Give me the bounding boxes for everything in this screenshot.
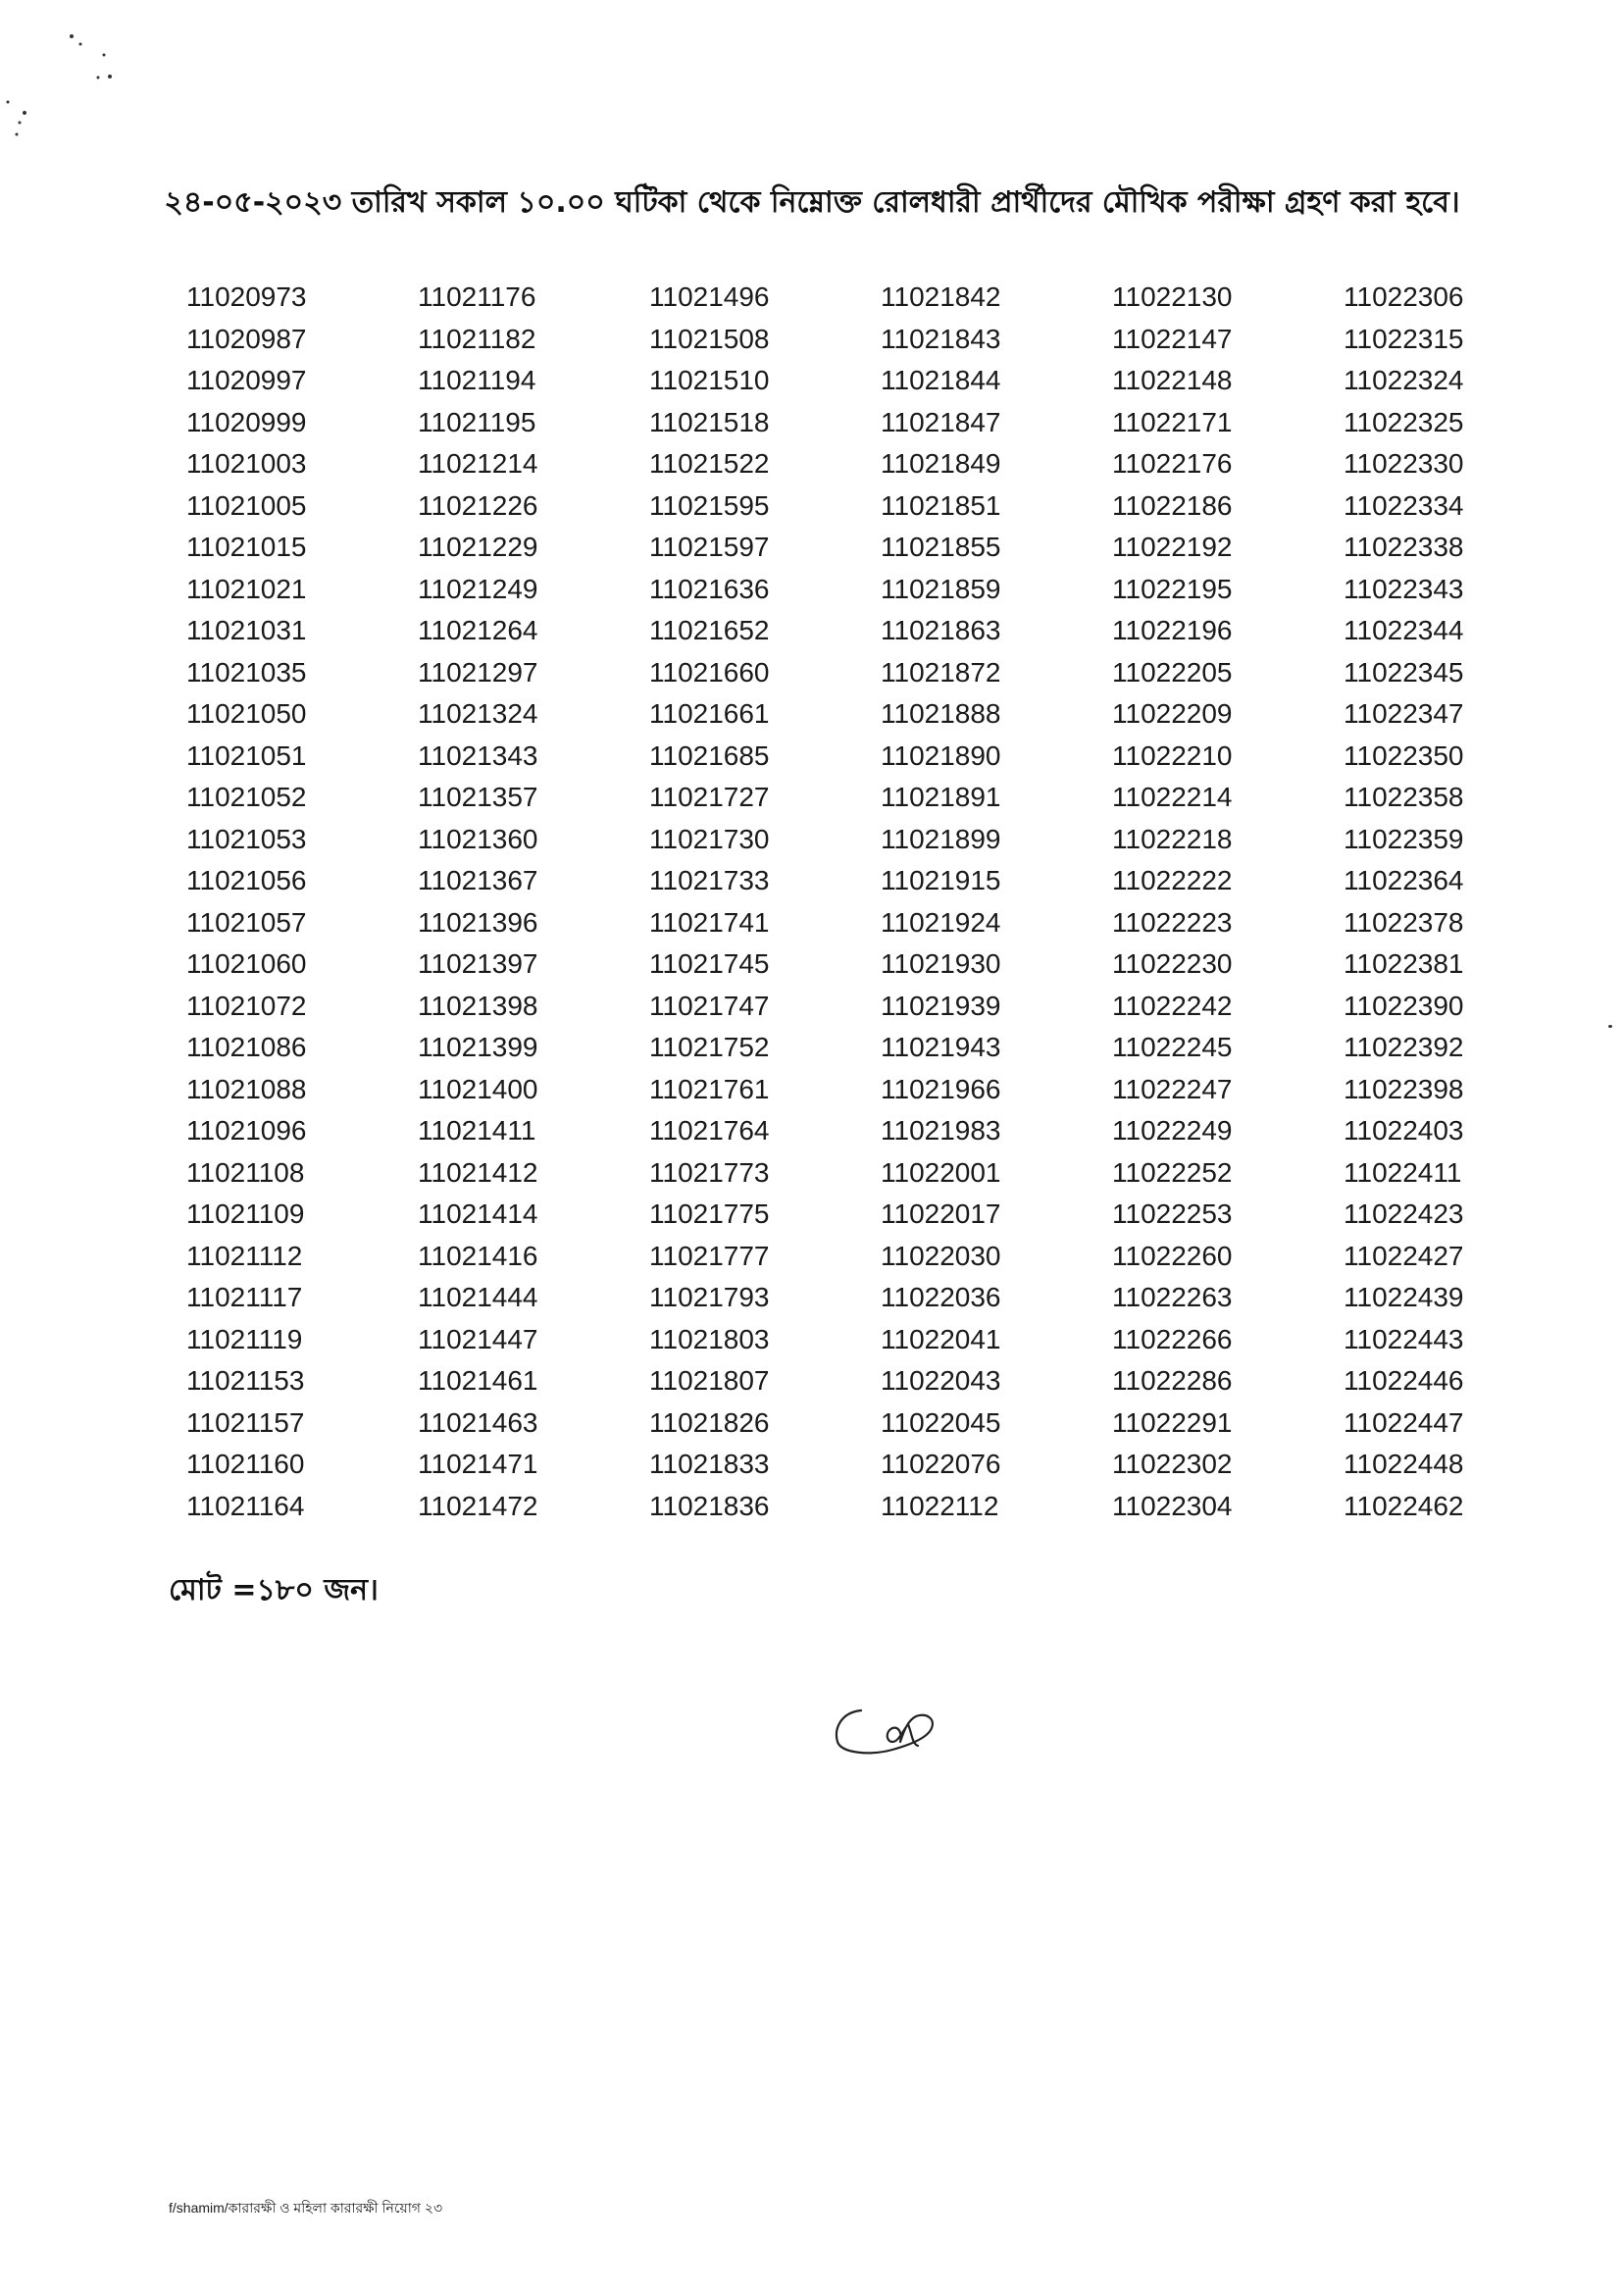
- roll-number: 11021412: [418, 1156, 538, 1188]
- roll-number: 11021461: [418, 1365, 538, 1396]
- roll-number: 11022403: [1344, 1115, 1464, 1146]
- roll-number: 11021472: [418, 1490, 538, 1521]
- roll-number: 11021164: [186, 1490, 305, 1521]
- roll-number: 11021226: [418, 489, 538, 521]
- roll-number: 11022210: [1112, 739, 1233, 771]
- scan-specks: [0, 0, 137, 147]
- roll-number: 11021471: [418, 1449, 538, 1479]
- roll-number: 11021508: [649, 323, 770, 354]
- roll-number: 11021003: [186, 448, 307, 479]
- roll-number: 11022330: [1344, 448, 1464, 479]
- roll-number: 11021652: [649, 615, 770, 645]
- roll-number: 11021112: [186, 1240, 303, 1271]
- roll-number: 11022343: [1344, 573, 1464, 604]
- roll-number: 11021031: [186, 615, 307, 645]
- roll-number: 11021730: [649, 823, 770, 854]
- roll-number: 11021924: [881, 906, 1001, 938]
- roll-number: 11021872: [881, 656, 1001, 688]
- roll-number: 11022302: [1112, 1449, 1233, 1479]
- roll-number: 11022218: [1112, 823, 1233, 854]
- roll-number: 11021836: [649, 1490, 770, 1521]
- roll-number: 11022286: [1112, 1365, 1233, 1396]
- roll-number: 11022350: [1344, 739, 1464, 771]
- roll-number: 11021891: [881, 782, 1001, 812]
- roll-number: 11021859: [881, 573, 1001, 604]
- roll-number: 11021411: [418, 1115, 536, 1146]
- roll-number: 11021983: [881, 1115, 1001, 1146]
- roll-number: 11022192: [1112, 532, 1233, 562]
- roll-number: 11021899: [881, 823, 1001, 854]
- roll-number: 11022253: [1112, 1198, 1233, 1229]
- roll-number: 11022176: [1112, 448, 1233, 479]
- roll-number: 11021117: [186, 1282, 303, 1312]
- roll-number: 11022076: [881, 1449, 1001, 1479]
- roll-number: 11021052: [186, 782, 307, 812]
- roll-number: 11021833: [649, 1449, 770, 1479]
- roll-number: 11021847: [881, 406, 1001, 437]
- roll-number: 11022443: [1344, 1323, 1464, 1354]
- roll-number: 11021463: [418, 1406, 538, 1438]
- roll-number: 11021229: [418, 532, 538, 562]
- roll-number: 11021842: [881, 281, 1001, 312]
- roll-number: 11021051: [186, 739, 307, 771]
- roll-number: 11021021: [186, 573, 307, 604]
- roll-number: 11021843: [881, 323, 1001, 354]
- roll-number: 11021414: [418, 1198, 538, 1229]
- roll-number: 11022260: [1112, 1240, 1233, 1271]
- roll-number: 11021109: [186, 1198, 305, 1229]
- roll-number: 11021108: [186, 1156, 305, 1188]
- roll-number: 11022148: [1112, 365, 1233, 395]
- roll-number: 11021851: [881, 489, 1001, 521]
- roll-number: 11021793: [649, 1282, 770, 1312]
- roll-number: 11021752: [649, 1032, 770, 1062]
- roll-number: 11021745: [649, 948, 770, 979]
- roll-number: 11021741: [649, 906, 770, 938]
- roll-number: 11022036: [881, 1282, 1001, 1312]
- roll-number: 11021416: [418, 1240, 538, 1271]
- roll-number: 11021510: [649, 365, 770, 395]
- roll-number: 11021050: [186, 698, 307, 729]
- roll-number: 11021888: [881, 698, 1001, 729]
- roll-number: 11021660: [649, 656, 770, 688]
- roll-number: 11022030: [881, 1240, 1001, 1271]
- roll-number: 11022263: [1112, 1282, 1233, 1312]
- roll-number: 11021863: [881, 615, 1001, 645]
- roll-number: 11021057: [186, 906, 307, 938]
- roll-number: 11021053: [186, 823, 307, 854]
- roll-number: 11021015: [186, 532, 307, 562]
- roll-number: 11021915: [881, 865, 1001, 895]
- roll-number: 11021056: [186, 865, 307, 895]
- roll-number: 11021803: [649, 1323, 770, 1354]
- roll-number: 11022427: [1344, 1240, 1464, 1271]
- roll-number: 11022390: [1344, 990, 1464, 1021]
- roll-number: 11021153: [186, 1365, 305, 1396]
- roll-number: 11021086: [186, 1032, 307, 1062]
- roll-number: 11021176: [418, 281, 536, 312]
- roll-number: 11022247: [1112, 1073, 1233, 1104]
- roll-number: 11022325: [1344, 406, 1464, 437]
- roll-number: 11022345: [1344, 656, 1464, 688]
- roll-number: 11021397: [418, 948, 538, 979]
- roll-number: 11021160: [186, 1449, 305, 1479]
- roll-number: 11021360: [418, 823, 538, 854]
- roll-number: 11021357: [418, 782, 538, 812]
- roll-number: 11022381: [1344, 948, 1464, 979]
- roll-number: 11022214: [1112, 782, 1233, 812]
- roll-number: 11021890: [881, 739, 1001, 771]
- roll-number: 11022398: [1344, 1073, 1464, 1104]
- scan-speck: [1608, 1025, 1612, 1028]
- roll-number: 11021060: [186, 948, 307, 979]
- roll-number: 11022448: [1344, 1449, 1464, 1479]
- roll-number: 11021777: [649, 1240, 770, 1271]
- roll-number: 11022423: [1344, 1198, 1464, 1229]
- roll-number: 11021447: [418, 1323, 538, 1354]
- roll-number: 11022249: [1112, 1115, 1233, 1146]
- total-count: মোট =১৮০ জন।: [169, 1573, 379, 1607]
- roll-number: 11021398: [418, 990, 538, 1021]
- roll-number: 11022304: [1112, 1490, 1233, 1521]
- roll-number: 11022223: [1112, 906, 1233, 938]
- roll-number: 11021035: [186, 656, 307, 688]
- roll-number: 11021761: [649, 1073, 770, 1104]
- roll-number: 11022358: [1344, 782, 1464, 812]
- roll-number: 11021343: [418, 739, 538, 771]
- roll-number: 11022242: [1112, 990, 1233, 1021]
- roll-number: 11021764: [649, 1115, 770, 1146]
- roll-number: 11022378: [1344, 906, 1464, 938]
- roll-number-table: [186, 277, 1575, 1527]
- roll-number: 11022266: [1112, 1323, 1233, 1354]
- roll-number: 11021444: [418, 1282, 538, 1312]
- roll-number: 11021844: [881, 365, 1001, 395]
- roll-number: 11021324: [418, 698, 538, 729]
- roll-number: 11021264: [418, 615, 538, 645]
- roll-number: 11021119: [186, 1323, 303, 1354]
- roll-number: 11021194: [418, 365, 536, 395]
- roll-number: 11022130: [1112, 281, 1233, 312]
- signature: [832, 1699, 941, 1758]
- roll-number: 11021939: [881, 990, 1001, 1021]
- roll-number: 11021966: [881, 1073, 1001, 1104]
- roll-number: 11022222: [1112, 865, 1233, 895]
- roll-number: 11022209: [1112, 698, 1233, 729]
- roll-number: 11021930: [881, 948, 1001, 979]
- roll-number: 11022334: [1344, 489, 1464, 521]
- roll-number: 11022112: [881, 1490, 999, 1521]
- roll-number: 11022205: [1112, 656, 1233, 688]
- roll-number: 11022230: [1112, 948, 1233, 979]
- roll-number: 11022171: [1112, 406, 1233, 437]
- roll-number: 11022245: [1112, 1032, 1233, 1062]
- roll-number: 11021855: [881, 532, 1001, 562]
- roll-number: 11022252: [1112, 1156, 1233, 1188]
- roll-number: 11022306: [1344, 281, 1464, 312]
- roll-number: 11021661: [649, 698, 770, 729]
- roll-number: 11021005: [186, 489, 307, 521]
- roll-number: 11022043: [881, 1365, 1001, 1396]
- roll-number: 11022447: [1344, 1406, 1464, 1438]
- roll-number: 11022315: [1344, 323, 1464, 354]
- roll-number: 11021773: [649, 1156, 770, 1188]
- roll-number: 11020973: [186, 281, 307, 312]
- roll-number: 11022324: [1344, 365, 1464, 395]
- roll-number: 11022041: [881, 1323, 1001, 1354]
- roll-number: 11022017: [881, 1198, 1001, 1229]
- roll-number: 11021399: [418, 1032, 538, 1062]
- roll-number: 11022411: [1344, 1156, 1462, 1188]
- roll-number: 11022439: [1344, 1282, 1464, 1312]
- roll-number: 11021597: [649, 532, 770, 562]
- roll-number: 11022359: [1344, 823, 1464, 854]
- roll-number: 11022291: [1112, 1406, 1233, 1438]
- roll-number: 11021396: [418, 906, 538, 938]
- roll-number: 11022338: [1344, 532, 1464, 562]
- roll-number: 11021733: [649, 865, 770, 895]
- roll-number: 11021943: [881, 1032, 1001, 1062]
- roll-number: 11021775: [649, 1198, 770, 1229]
- roll-number: 11021522: [649, 448, 770, 479]
- roll-number: 11021182: [418, 323, 536, 354]
- roll-number: 11021595: [649, 489, 770, 521]
- roll-number: 11021636: [649, 573, 770, 604]
- roll-number: 11022196: [1112, 615, 1233, 645]
- roll-number: 11021088: [186, 1073, 307, 1104]
- roll-number: 11020997: [186, 365, 307, 395]
- roll-number: 11021072: [186, 990, 307, 1021]
- roll-number: 11021096: [186, 1115, 307, 1146]
- roll-number: 11022364: [1344, 865, 1464, 895]
- roll-number: 11021249: [418, 573, 538, 604]
- roll-number: 11021367: [418, 865, 538, 895]
- roll-number: 11021807: [649, 1365, 770, 1396]
- roll-number: 11021727: [649, 782, 770, 812]
- roll-number: 11022392: [1344, 1032, 1464, 1062]
- roll-number: 11021518: [649, 406, 770, 437]
- roll-number: 11022045: [881, 1406, 1001, 1438]
- roll-number: 11021195: [418, 406, 536, 437]
- roll-number: 11022462: [1344, 1490, 1464, 1521]
- roll-number: 11022001: [881, 1156, 1001, 1188]
- roll-number: 11022347: [1344, 698, 1464, 729]
- roll-number: 11021400: [418, 1073, 538, 1104]
- roll-number: 11021496: [649, 281, 770, 312]
- roll-number: 11021747: [649, 990, 770, 1021]
- roll-number: 11021157: [186, 1406, 305, 1438]
- roll-number: 11020987: [186, 323, 307, 354]
- roll-number: 11022446: [1344, 1365, 1464, 1396]
- roll-number: 11020999: [186, 406, 307, 437]
- roll-number: 11021849: [881, 448, 1001, 479]
- roll-number: 11022195: [1112, 573, 1233, 604]
- roll-number: 11022186: [1112, 489, 1233, 521]
- roll-number: 11021685: [649, 739, 770, 771]
- roll-number: 11022344: [1344, 615, 1464, 645]
- roll-number: 11022147: [1112, 323, 1233, 354]
- notice-heading: ২৪-০৫-২০২৩ তারিখ সকাল ১০.০০ ঘটিকা থেকে নিম্নোক্ত রোলধারী প্রার্থীদের মৌখিক পরীক্ষা গ্রহণ করা হবে।: [164, 185, 1460, 220]
- roll-number: 11021297: [418, 656, 538, 688]
- roll-number: 11021214: [418, 448, 538, 479]
- roll-number: 11021826: [649, 1406, 770, 1438]
- footer-file-path: f/shamim/কারারক্ষী ও মহিলা কারারক্ষী নিয়োগ ২৩: [169, 2200, 443, 2216]
